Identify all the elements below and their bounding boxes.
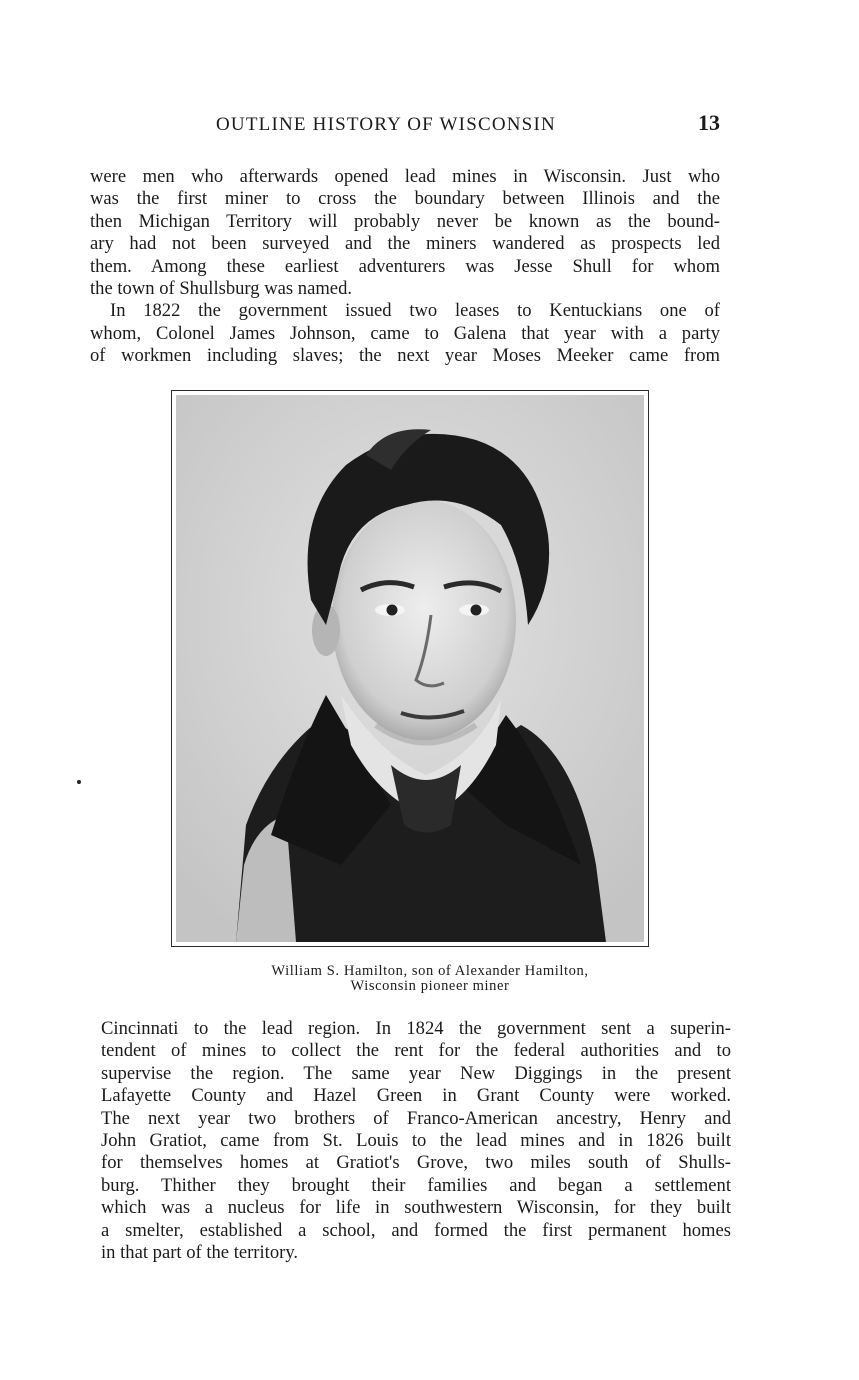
text-line: whom, Colonel James Johnson, came to Galena that year with a party	[90, 322, 720, 344]
text-line: them. Among these earliest adventurers was Jesse Shull for whom	[90, 255, 720, 277]
portrait-figure	[171, 390, 649, 947]
text-line: The next year two brothers of Franco-American ancestry, Henry and	[101, 1107, 731, 1129]
figure-caption	[160, 964, 700, 994]
text-line: which was a nucleus for life in southwestern Wisconsin, for they built	[101, 1197, 731, 1219]
text-line: burg. Thither they brought their families and began a settlement	[101, 1174, 731, 1196]
text-line: was the first miner to cross the boundary between Illinois and the	[90, 188, 720, 210]
text-line: In 1822 the government issued two leases to Kentuckians one of	[110, 300, 720, 322]
portrait-photo	[176, 395, 644, 942]
page-number: 13	[698, 110, 720, 135]
text-line: ary had not been surveyed and the miners wandered as prospects led	[90, 233, 720, 255]
caption-line: William S. Hamilton, son of Alexander Hamilton,	[271, 963, 589, 979]
body-text-top	[90, 166, 720, 368]
text-line: for themselves homes at Gratiot's Grove, two miles south of Shulls-	[101, 1152, 731, 1174]
text-line: were men who afterwards opened lead mines in Wisconsin. Just who	[90, 166, 720, 187]
body-text-bottom	[101, 1018, 731, 1264]
text-line: Cincinnati to the lead region. In 1824 the government sent a superin-	[101, 1018, 731, 1039]
text-line: of workmen including slaves; the next year Moses Meeker came from	[90, 345, 720, 367]
caption-line: Wisconsin pioneer miner	[350, 978, 510, 994]
running-head	[90, 110, 720, 142]
text-line: John Gratiot, came from St. Louis to the lead mines and in 1826 built	[101, 1130, 731, 1152]
portrait-illustration	[176, 395, 644, 942]
text-line: a smelter, established a school, and formed the first permanent homes	[101, 1219, 731, 1241]
print-speck	[77, 780, 81, 784]
text-line: in that part of the territory.	[101, 1242, 299, 1264]
text-line: tendent of mines to collect the rent for the federal authorities and to	[101, 1040, 731, 1062]
text-line: the town of Shullsburg was named.	[90, 278, 353, 300]
text-line: Lafayette County and Hazel Green in Grant County were worked.	[101, 1085, 731, 1107]
running-title: OUTLINE HISTORY OF WISCONSIN	[216, 114, 556, 135]
text-line: then Michigan Territory will probably never be known as the bound-	[90, 210, 720, 232]
text-line: supervise the region. The same year New Diggings in the present	[101, 1062, 731, 1084]
